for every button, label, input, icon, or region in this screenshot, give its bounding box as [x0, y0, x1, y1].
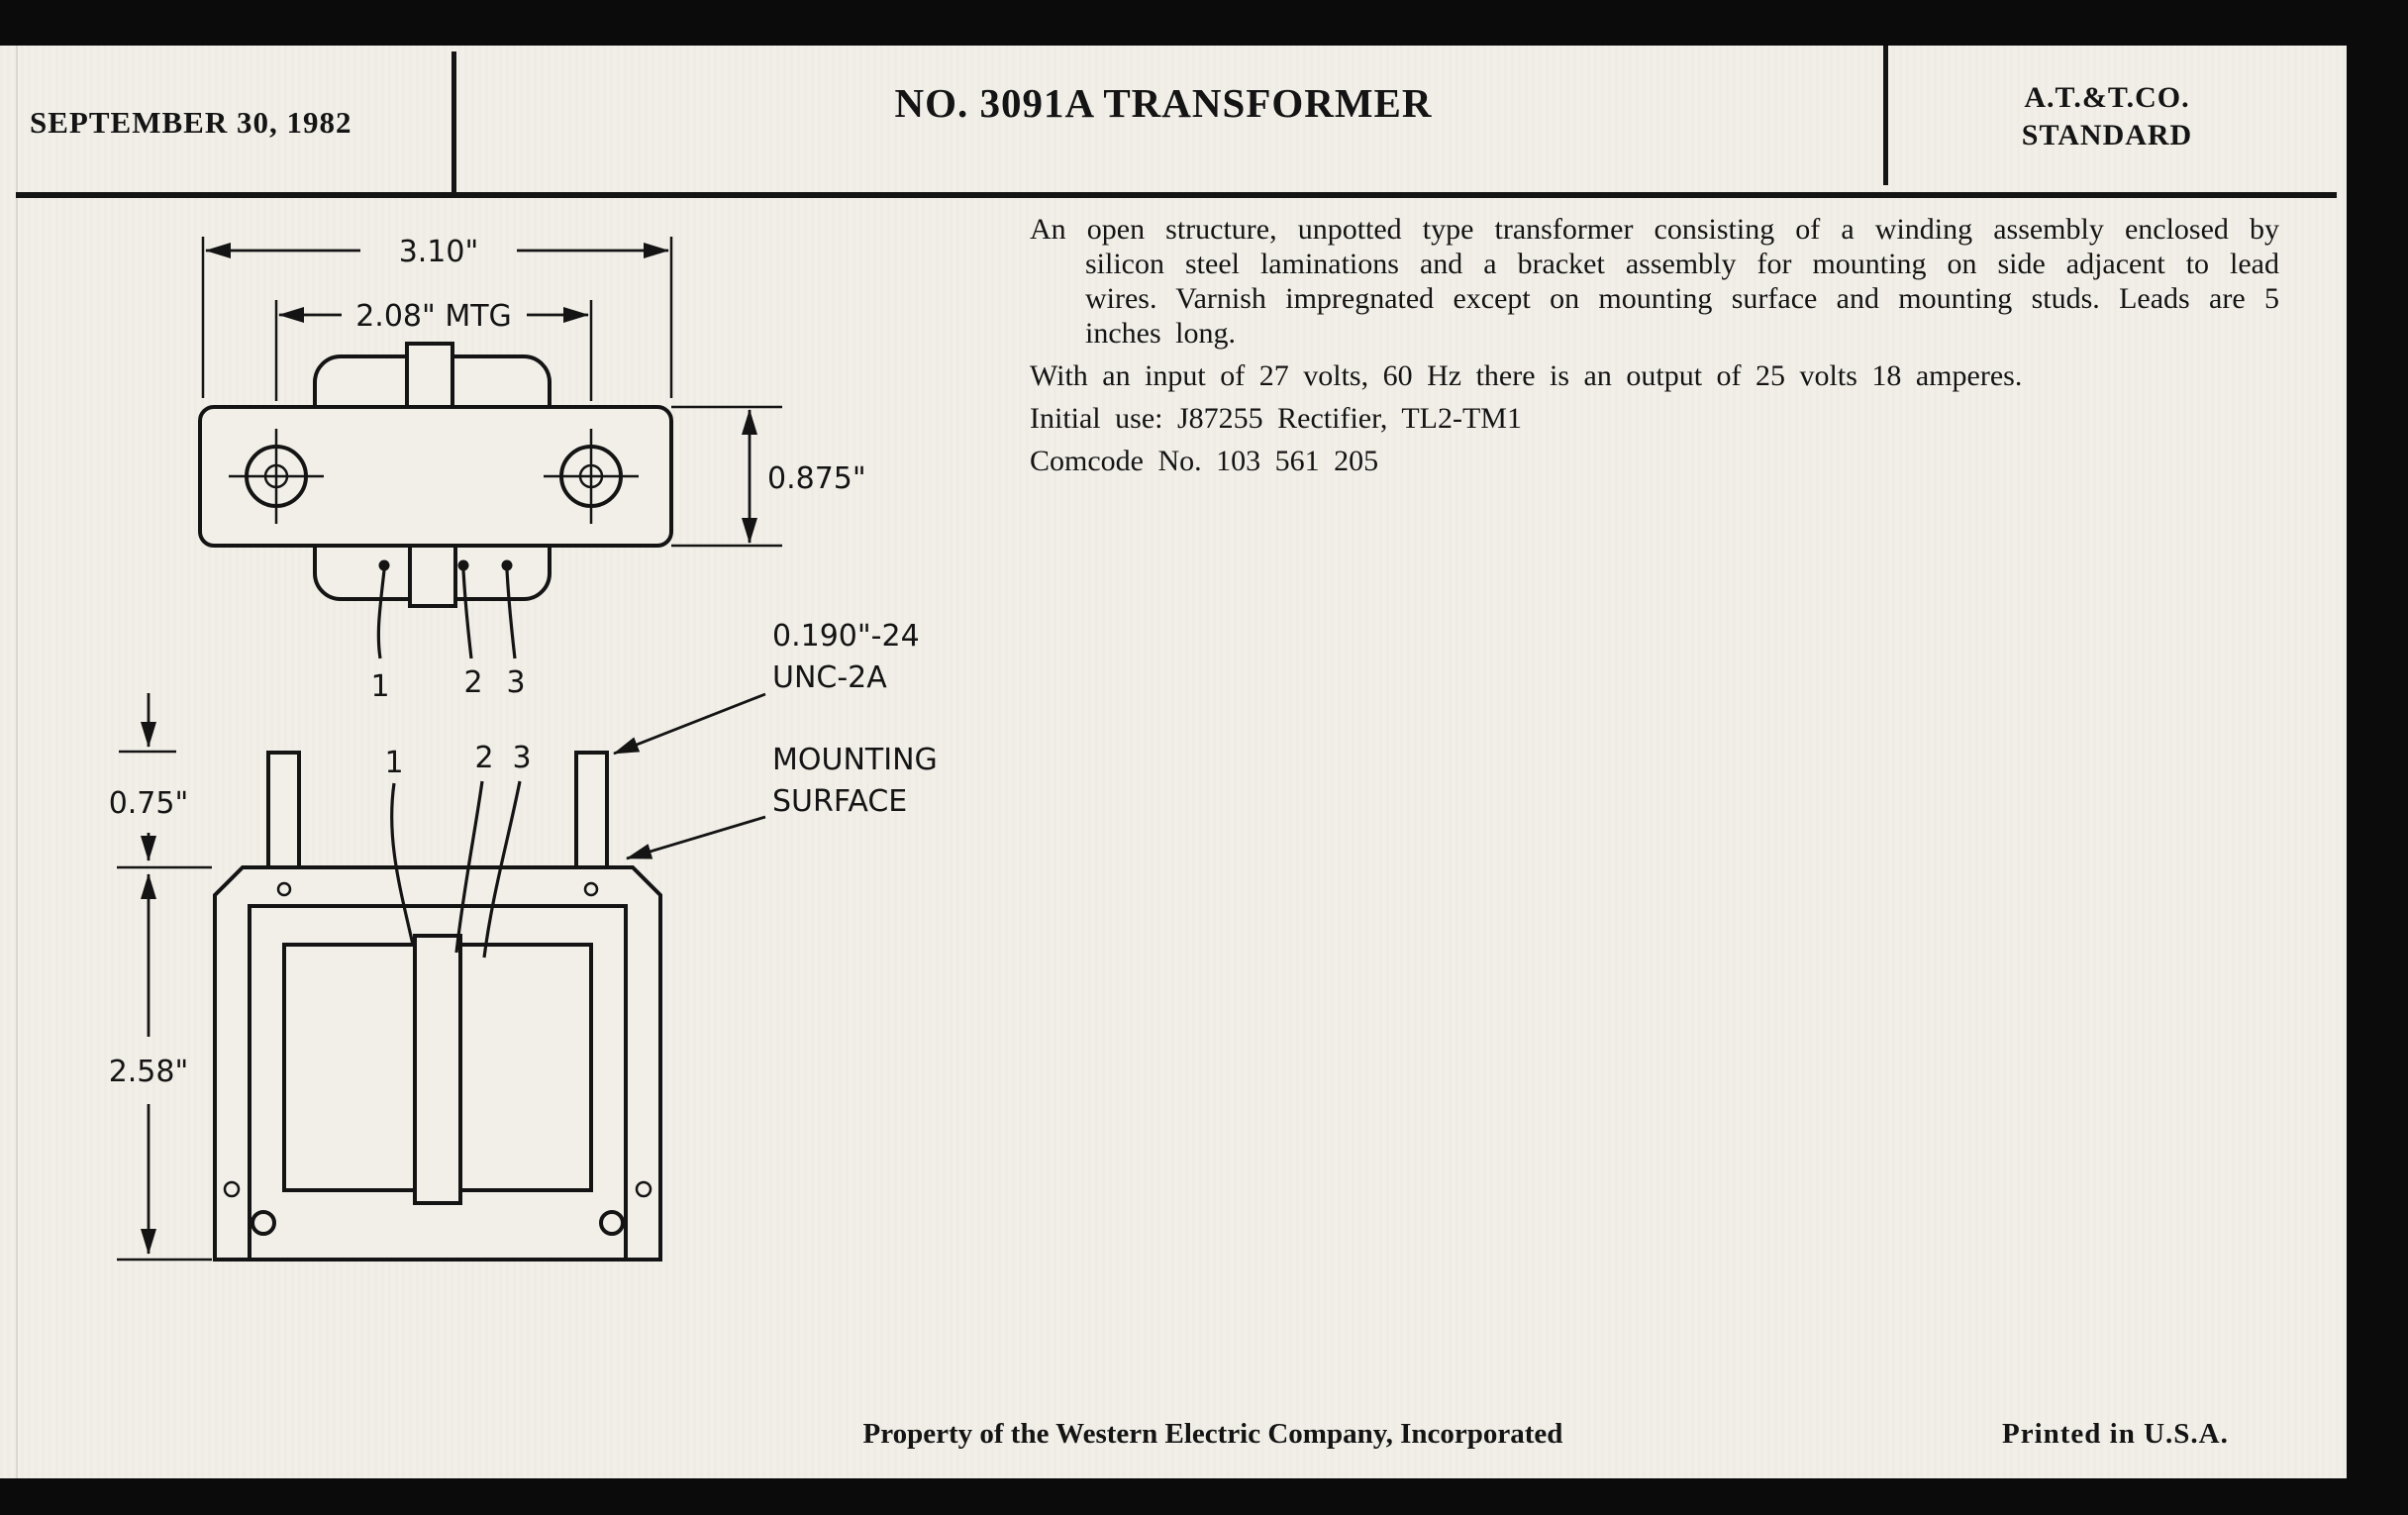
org-line1: A.T.&T.CO. [2024, 81, 2190, 114]
description-paragraph-2: With an input of 27 volts, 60 Hz there is an output of 25 volts 18 amperes. [1030, 359, 2023, 392]
lead-label-3: 3 [506, 665, 526, 700]
scan-edge-right [2347, 0, 2408, 1515]
front-lead-label-3: 3 [512, 741, 532, 775]
lead-terminal-1 [379, 560, 390, 571]
scan-edge-top [0, 0, 2408, 46]
property-notice: Property of the Western Electric Company, Incorporated [862, 1418, 1563, 1450]
front-view [109, 619, 938, 1260]
thread-callout-arrow [614, 694, 765, 754]
corner-notch-left [252, 1212, 274, 1234]
surface-callout-arrow [627, 817, 765, 858]
dim-label-overall-height: 2.58" [108, 1055, 189, 1089]
lead-terminal-3 [502, 560, 513, 571]
surface-callout-line1: MOUNTING [772, 743, 938, 777]
top-view [200, 235, 866, 704]
surface-callout-line2: SURFACE [772, 784, 908, 819]
lead-label-1: 1 [370, 669, 390, 704]
description-block [1030, 212, 2279, 486]
lead-terminal-2 [458, 560, 469, 571]
document-date: SEPTEMBER 30, 1982 [30, 105, 352, 140]
scan-edge-bottom [0, 1478, 2408, 1515]
thread-callout-line2: UNC-2A [772, 660, 887, 695]
lead-label-2: 2 [463, 665, 483, 700]
corner-notch-right [601, 1212, 623, 1234]
org-line2: STANDARD [2021, 119, 2193, 152]
thread-callout-line1: 0.190"-24 [772, 619, 920, 654]
mounting-surface-callout [627, 743, 938, 858]
org-standard-label [1909, 79, 2305, 154]
transformer-drawing [0, 195, 1040, 1314]
dim-label-mounting-centers: 2.08" MTG [355, 299, 512, 334]
initial-use-line: Initial use: J87255 Rectifier, TL2-TM1 [1030, 402, 1522, 435]
mounting-stud-left [268, 753, 299, 873]
dim-label-stud-length: 0.75" [108, 786, 189, 821]
header-divider-left [452, 51, 456, 192]
header-divider-right [1883, 45, 1888, 185]
thread-callout [614, 619, 920, 754]
mounting-stud-right [576, 753, 607, 873]
center-coil-column [415, 936, 460, 1203]
description-paragraph-1: An open structure, unpotted type transformer consisting of a winding assembly enclosed by silicon steel laminations and a bracket assembly for mounting on side adjacent to lead wires. Varnish impregnated except on mounting surface and mounting studs. Leads are 5 inches long. [1030, 213, 2279, 350]
page-title: NO. 3091A TRANSFORMER [894, 80, 1433, 126]
printed-in-usa: Printed in U.S.A. [2002, 1418, 2229, 1450]
front-lead-label-1: 1 [384, 746, 404, 780]
comcode-line: Comcode No. 103 561 205 [1030, 445, 1379, 477]
dim-label-overall-width: 3.10" [398, 235, 479, 269]
extension-lines-plate-height [671, 407, 782, 546]
front-lead-label-2: 2 [474, 741, 494, 775]
dim-label-plate-height: 0.875" [767, 461, 866, 496]
